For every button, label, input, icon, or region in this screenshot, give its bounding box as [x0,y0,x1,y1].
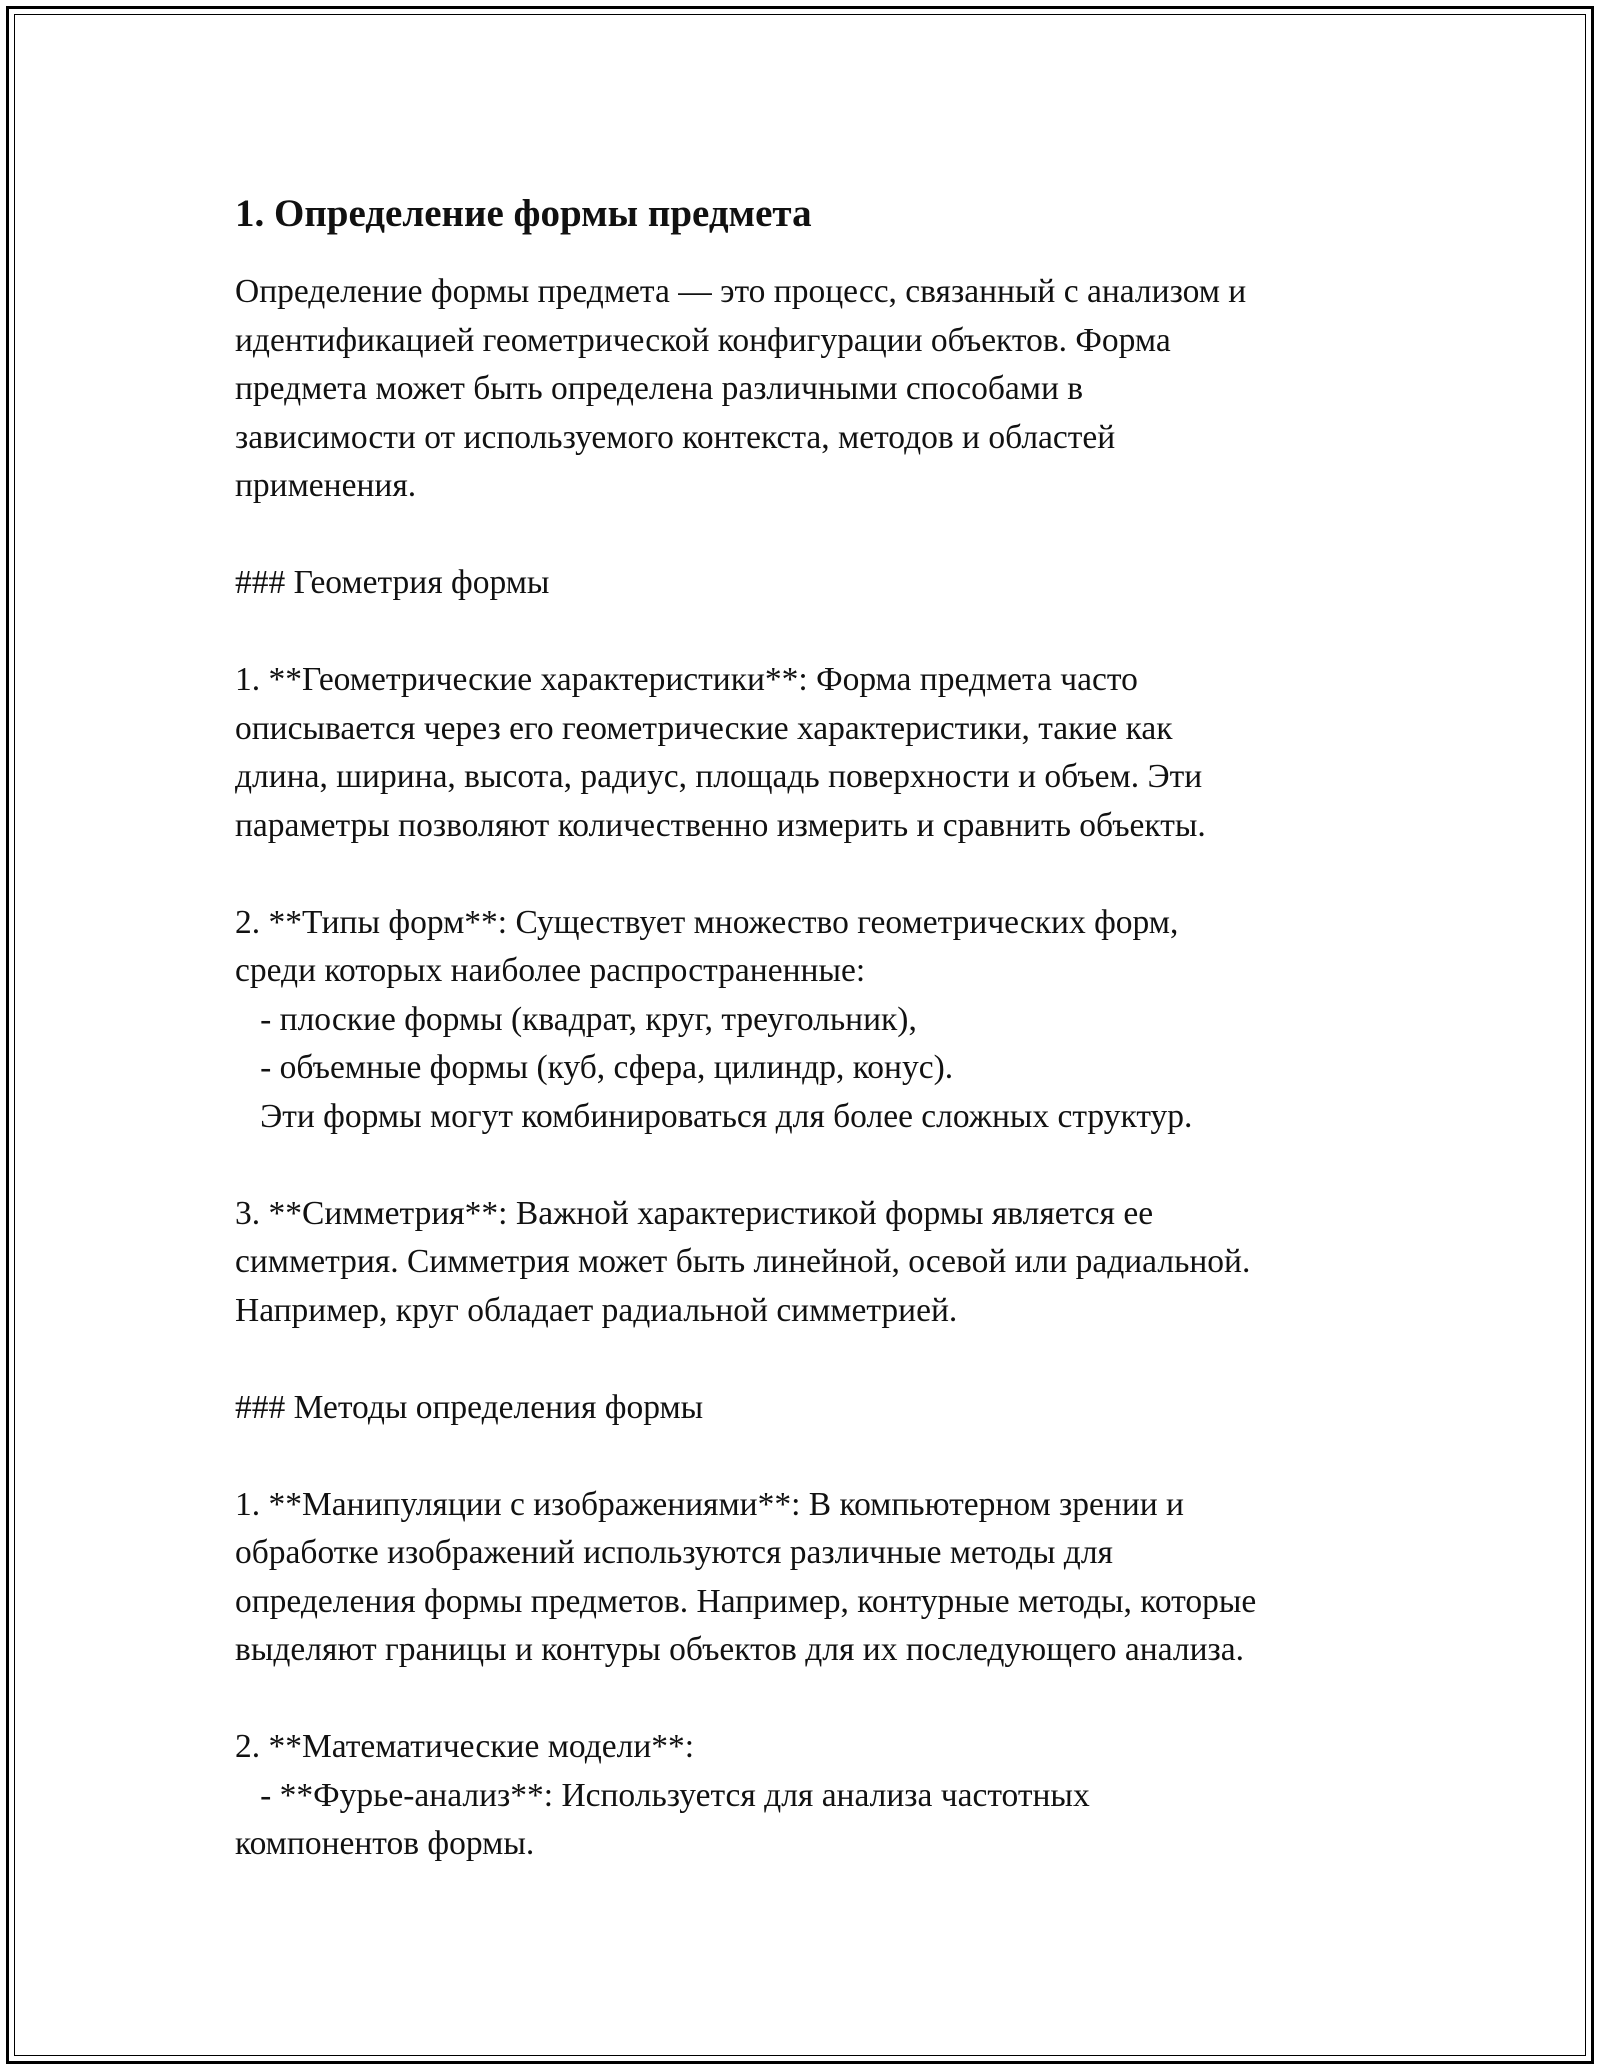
section-heading-geometry: ### Геометрия формы [235,564,550,601]
list-item-math-models: 2. **Математические модели**: - **Фурье-анализ**: Используется для анализа частотных компонентов формы. [235,1728,1090,1862]
section-heading-methods: ### Методы определения формы [235,1388,704,1426]
spacer [235,1141,1395,1190]
document-body [235,186,1395,1869]
spacer [235,1432,1395,1481]
spacer [235,1335,1395,1384]
intro-paragraph: Определение формы предмета — это процесс, связанный с анализом и идентификацией геометрической конфигурации объектов. Форма предмета может быть определена различными способами в зависимости от используемого контекста, методов и областей применения. [235,273,1247,504]
list-item-image-manipulation: 1. **Манипуляции с изображениями**: В компьютерном зрении и обработке изображений используются различные методы для определения формы предметов. Например, контурные методы, которые выделяют границы и контуры объектов для их последующего анализа. [235,1485,1257,1668]
document-title: 1. Определение формы предмета [235,192,812,235]
spacer [235,1675,1395,1724]
list-item-shape-types: 2. **Типы форм**: Существует множество геометрических форм, среди которых наиболее распространенные: - плоские формы (квадрат, круг, треугольник), - объемные формы (куб, сфера, цилиндр, конус). Эти формы могут комбинироваться для более сложных структур. [235,903,1193,1135]
spacer [235,850,1395,899]
spacer [235,608,1395,657]
spacer [235,511,1395,560]
list-item-symmetry: 3. **Симметрия**: Важной характеристикой формы является ее симметрия. Симметрия может быть линейной, осевой или радиальной. Например, круг обладает радиальной симметрией. [235,1194,1251,1329]
list-item-geometric-characteristics: 1. **Геометрические характеристики**: Форма предмета часто описывается через его геометрические характеристики, такие как длина, ширина, высота, радиус, площадь поверхности и объем. Эти параметры позволяют количественно измерить и сравнить объекты. [235,661,1206,844]
